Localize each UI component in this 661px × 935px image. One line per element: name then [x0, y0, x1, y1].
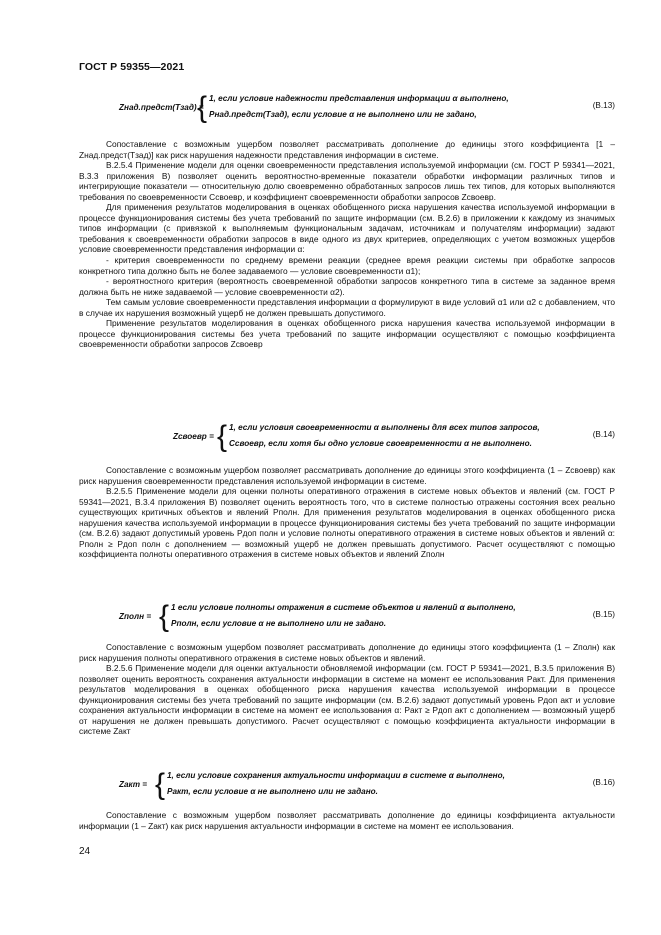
- formula-lhs: Zсвоевр =: [173, 432, 214, 441]
- paragraph: Сопоставление с возможным ущербом позволяет рассматривать дополнение до единицы коэффициента актуальности информации (1 – Zакт) как риск нарушения актуальности информации в системе на момент ее использования.: [79, 810, 615, 831]
- formula-number: (В.15): [592, 610, 615, 619]
- paragraph: В.2.5.6 Применение модели для оценки актуальности обновляемой информации (см. ГОСТ Р 59341—2021, В.3.5 приложения В) позволяет оценить вероятность сохранения актуальности информации в системе на момент ее использования Pакт. Для применения результатов моделирования в оценках обобщенного риска нарушения качества используемой информации в процессе функционирования системы без учета требований по защите информации (см. В.2.6) задают допустимый уровень Pдоп акт и условие сохранения актуальности информации в системе на момент ее использования α: Pакт ≥ Pдоп акт с дополнением — возможный ущерб от нарушения не должен превышать допустимого. Расчет осуществляют с помощью коэффициента актуальности информации в системе Zакт: [79, 663, 615, 737]
- text-block-2: [79, 465, 615, 560]
- formula-case-2: Pакт, если условие α не выполнено или не задано.: [167, 787, 378, 796]
- formula-lhs: Zнад.предст(Tзад) =: [119, 103, 204, 112]
- formula-b13: [79, 91, 615, 131]
- formula-brace: {: [155, 768, 166, 801]
- formula-case-2: Cсвоевр, если хотя бы одно условие своевременности α не выполнено.: [229, 439, 532, 448]
- paragraph: Применение результатов моделирования в оценках обобщенного риска нарушения качества используемой информации в процессе функционирования системы без учета требований по защите информации осуществляют с помощью коэффициента своевременности обработки запросов Zсвоевр: [79, 318, 615, 350]
- list-item: - вероятностного критерия (вероятность своевременной обработки запросов конкретного типа в системе за заданное время должна быть не ниже задаваемой — условие своевременности α2).: [79, 276, 615, 297]
- text-block-3: [79, 642, 615, 737]
- paragraph: Тем самым условие своевременности представления информации α формулируют в виде условий α1 или α2 с добавлением, что в случае их нарушения возможный ущерб не должен превышать допустимого.: [79, 297, 615, 318]
- formula-brace: {: [217, 420, 228, 453]
- formula-lhs: Zакт =: [119, 780, 148, 789]
- formula-case-1: 1 если условие полноты отражения в системе объектов и явлений α выполнено,: [171, 603, 516, 612]
- formula-number: (В.13): [592, 101, 615, 110]
- paragraph: Сопоставление с возможным ущербом позволяет рассматривать дополнение до единицы этого коэффициента (1 – Zсвоевр) как риск нарушения своевременности представления используемой информации в системе.: [79, 465, 615, 486]
- text-block-4: [79, 810, 615, 831]
- list-item: - критерия своевременности по среднему времени реакции (среднее время реакции системы при обработке запросов конкретного типа должно быть не более задаваемого — условие своевременности α1);: [79, 255, 615, 276]
- document-header: ГОСТ Р 59355—2021: [79, 61, 185, 73]
- formula-case-2: Pнад.предст(Tзад), если условие α не выполнено или не задано,: [209, 110, 477, 119]
- paragraph: Для применения результатов моделирования в оценках обобщенного риска нарушения качества используемой информации в процессе функционирования системы без учета требований по защите информации (см. В.2.6) в приложении к каждому из значимых типов информации (с привязкой к выполняемым функциональным задачам, источникам и получателям информации) задают требования к своевременности обработки запросов в виде одного из двух критериев, определяющих с учетом возможных ущербов условие своевременности представления информации α:: [79, 202, 615, 255]
- formula-lhs: Zполн =: [119, 612, 152, 621]
- formula-case-1: 1, если условие надежности представления информации α выполнено,: [209, 94, 509, 103]
- paragraph: В.2.5.4 Применение модели для оценки своевременности представления используемой информации (см. ГОСТ Р 59341—2021, В.3.3 приложения В) позволяет оценить вероятностно-временные показатели обработки информации различных типов и интегрирующие показатели — относительную долю своевременно обработанных запросов лишь тех типов, для которых выполняются требования по своевременности Cсвоевр, и коэффициент своевременности обработки запросов Zсвоевр.: [79, 160, 615, 202]
- formula-case-1: 1, если условие сохранения актуальности информации в системе α выполнено,: [167, 771, 505, 780]
- paragraph: Сопоставление с возможным ущербом позволяет рассматривать дополнение до единицы этого коэффициента (1 – Zполн) как риск нарушения полноты оперативного отражения в системе новых объектов и явлений.: [79, 642, 615, 663]
- paragraph: Сопоставление с возможным ущербом позволяет рассматривать дополнение до единицы этого коэффициента [1 – Zнад.предст(Tзад)] как риск нарушения надежности представления информации в системе.: [79, 139, 615, 160]
- formula-brace: {: [197, 91, 208, 124]
- formula-number: (В.16): [592, 778, 615, 787]
- formula-brace: {: [159, 600, 170, 633]
- formula-b16: [79, 768, 615, 808]
- formula-number: (В.14): [592, 430, 615, 439]
- text-block-1: [79, 139, 615, 350]
- formula-case-1: 1, если условия своевременности α выполнены для всех типов запросов,: [229, 423, 540, 432]
- page-number: 24: [79, 846, 91, 857]
- paragraph: В.2.5.5 Применение модели для оценки полноты оперативного отражения в системе новых объектов и явлений (см. ГОСТ Р 59341—2021, В.3.4 приложения В) позволяет оценить вероятность того, что в системе полностью отражены состояния всех реально существующих критичных объектов и явлений Pполн. Для применения результатов моделирования в оценках обобщенного риска нарушения качества используемой информации в процессе функционирования системы без учета требований по защите информации (см. В.2.6) задают допустимый уровень Pдоп полн и условие полноты оперативного отражения в системе новых объектов и явлений α: Pполн ≥ Pдоп полн с дополнением — возможный ущерб не должен превышать допустимого. Расчет осуществляют с помощью коэффициента полноты оперативного отражения в системе новых объектов и явлений Zполн: [79, 486, 615, 560]
- formula-case-2: Pполн, если условие α не выполнено или не задано.: [171, 619, 387, 628]
- formula-b14: [79, 420, 615, 460]
- formula-b15: [79, 600, 615, 640]
